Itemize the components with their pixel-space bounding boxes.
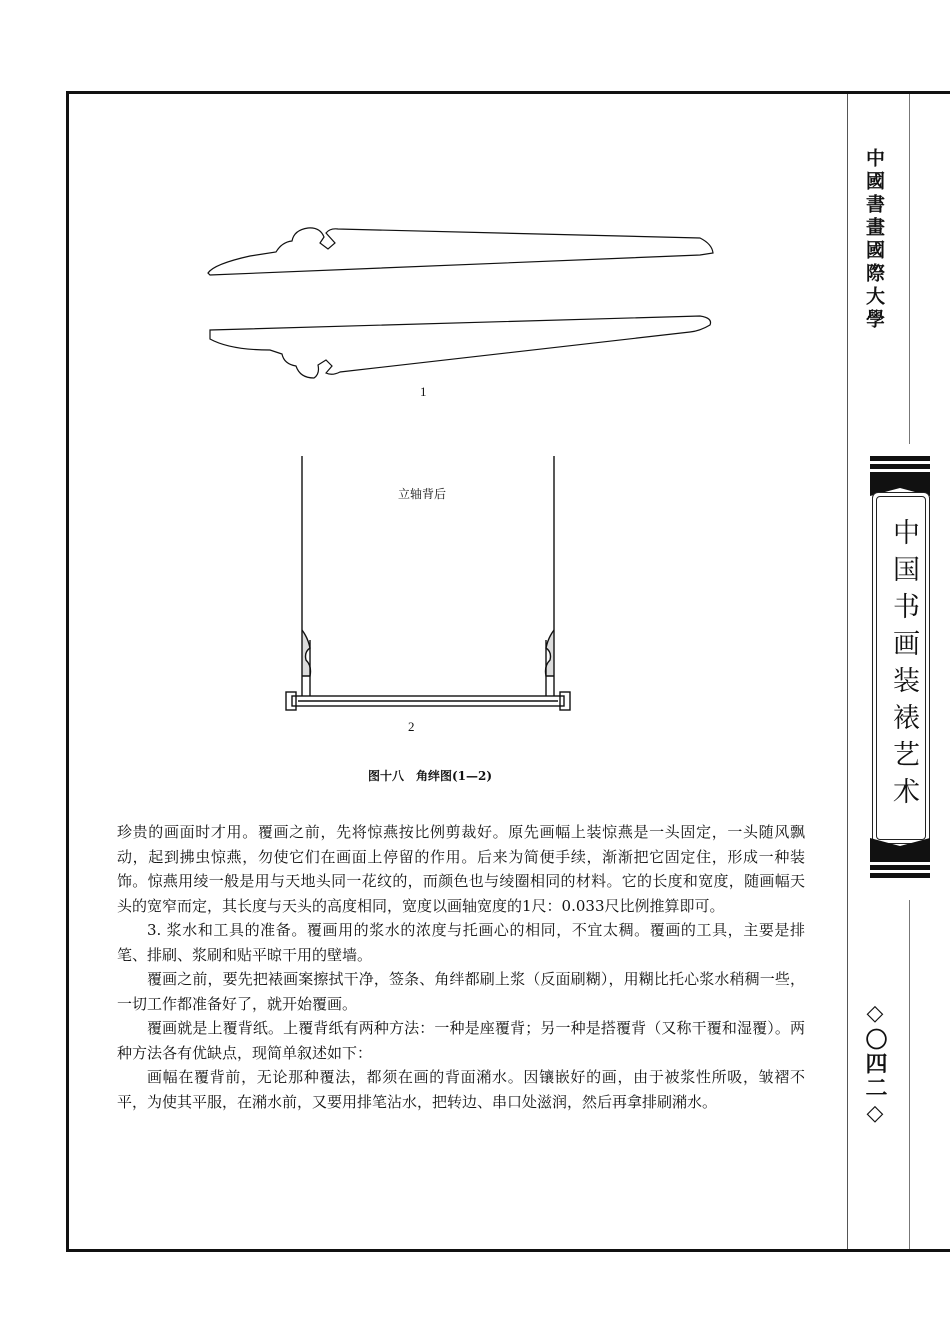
figure-caption: 图十八 角绊图(1—2) xyxy=(368,769,493,783)
figure-corner-tabs-diagram xyxy=(180,200,760,760)
figure-label-2: 2 xyxy=(408,719,415,734)
title-band-top-ornament xyxy=(870,456,930,496)
margin-outer-rule-upper xyxy=(909,94,910,444)
page-frame-top-rule xyxy=(66,91,950,94)
figure-label-1: 1 xyxy=(420,384,427,399)
book-title: 中国书画装裱艺术 xyxy=(888,518,919,814)
page-frame-left-rule xyxy=(66,91,69,1252)
paragraph: 珍贵的画面时才用。覆画之前，先将惊燕按比例剪裁好。原先画幅上装惊燕是一头固定，一头随风飘动，起到拂虫惊燕，勿使它们在画面上停留的作用。后来为简便手续，渐渐把它固定住，形成一种装饰。惊燕用绫一般是用与天地头同一花纹的，而颜色也与绫圈相同的材料。它的长度和宽度，随画幅天头的宽窄而定，其长度与天头的高度相同，宽度以画轴宽度的1尺：0.033尺比例推算即可。 xyxy=(117,823,805,915)
series-title: 中國書畫國際大學 xyxy=(863,148,885,332)
paragraph: 画幅在覆背前，无论那种覆法，都须在画的背面潲水。因镶嵌好的画，由于被浆性所吸，皱褶不平，为使其平服，在潲水前，又要用排笔沾水，把转边、串口处滋润，然后再拿排刷潲水。 xyxy=(117,1068,805,1111)
paragraph: 覆画之前，要先把裱画案擦拭干净，签条、角绊都刷上浆（反面刷糊），用糊比托心浆水稍稠一些，一切工作都准备好了，就开始覆画。 xyxy=(117,970,805,1013)
body-text xyxy=(117,820,805,1114)
page-number: ◇〇四二◇ xyxy=(862,1000,888,1128)
margin-divider-rule xyxy=(847,94,848,1249)
paragraph: 3. 浆水和工具的准备。覆画用的浆水的浓度与托画心的相同，不宜太稠。覆画的工具，主要是排笔、排刷、浆刷和贴平晾干用的壁墙。 xyxy=(117,921,805,964)
title-band-bottom-ornament xyxy=(870,838,930,878)
margin-outer-rule-lower xyxy=(909,900,910,1249)
scroll-back-label: 立轴背后 xyxy=(398,487,447,501)
paragraph: 覆画就是上覆背纸。上覆背纸有两种方法：一种是座覆背；另一种是搭覆背（又称干覆和湿覆）。两种方法各有优缺点，现简单叙述如下： xyxy=(117,1019,805,1062)
page-frame-bottom-rule xyxy=(66,1249,950,1252)
corner-tab-strips-drawing xyxy=(208,228,713,378)
